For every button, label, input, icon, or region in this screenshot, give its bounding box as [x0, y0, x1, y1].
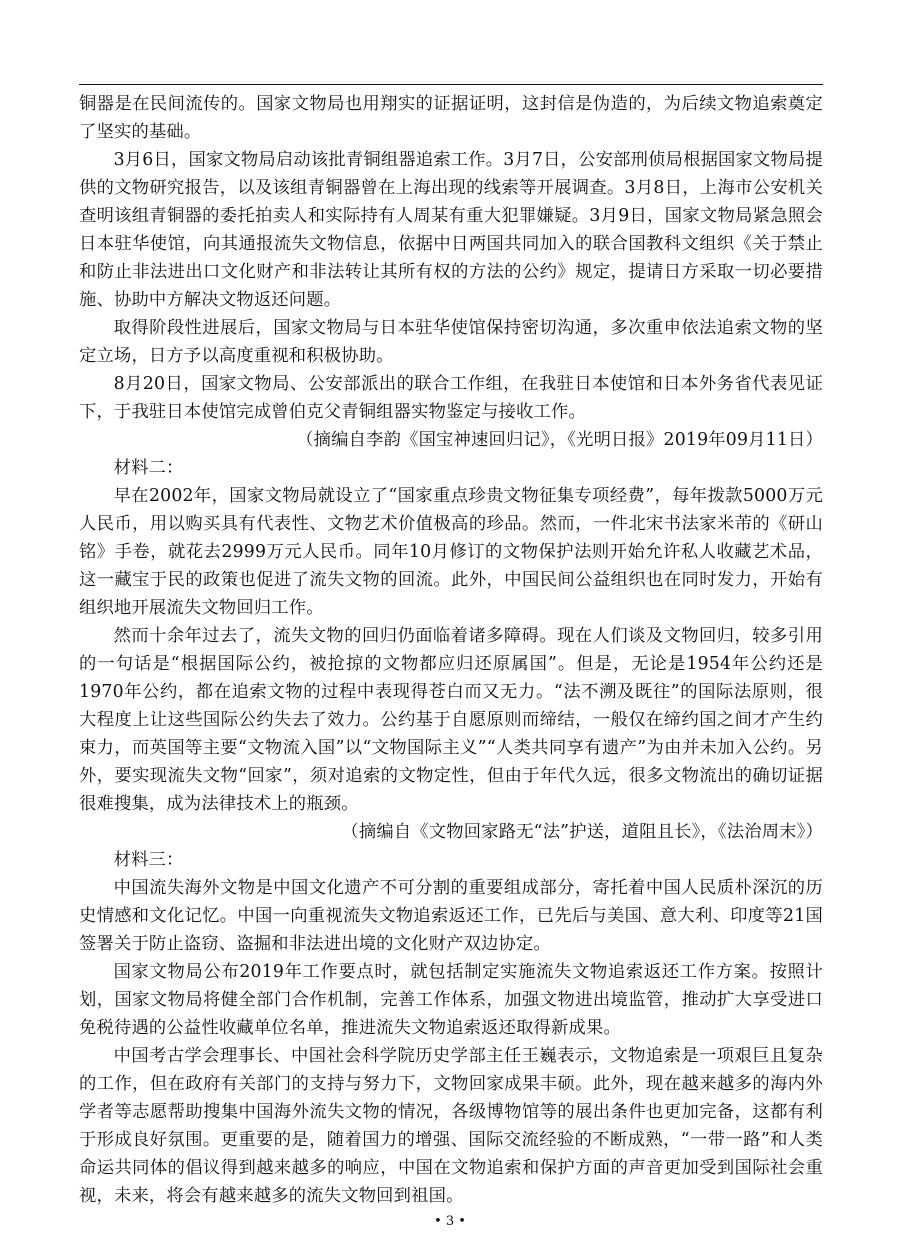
paragraph: 国家文物局公布2019年工作要点时，就包括制定实施流失文物追索返还工作方案。按照计划，国家文物局将健全部门合作机制，完善工作体系，加强文物进出境监管，推动扩大享受进口免税待遇的公益性收藏单位名单，推进流失文物追索返还取得新成果。: [79, 962, 823, 1038]
section-heading: 材料二：: [113, 458, 184, 478]
top-rule: [79, 84, 823, 85]
source-citation: （摘编自《文物回家路无“法”护送，道阻且长》，《法治周末》）: [341, 822, 823, 842]
paragraph: 早在2002年，国家文物局就设立了“国家重点珍贵文物征集专项经费”，每年拨款5000万元人民币，用以购买具有代表性、文物艺术价值极高的珍品。然而，一件北宋书法家米芾的《研山铭》手卷，就花去2999万元人民币。同年10月修订的文物保护法则开始允许私人收藏艺术品，这一藏宝于民的政策也促进了流失文物的回流。此外，中国民间公益组织也在同时发力，开始有组织地开展流失文物回归工作。: [79, 486, 823, 618]
paragraph: 然而十余年过去了，流失文物的回归仍面临着诸多障碍。现在人们谈及文物回归，较多引用的一句话是“根据国际公约，被抢掠的文物都应归还原属国”。但是，无论是1954年公约还是1970年公约，都在追索文物的过程中表现得苍白而又无力。“法不溯及既往”的国际法原则，很大程度上让这些国际公约失去了效力。公约基于自愿原则而缔结，一般仅在缔约国之间才产生约束力，而英国等主要“文物流入国”以“文物国际主义”“人类共同享有遗产”为由并未加入公约。另外，要实现流失文物“回家”，须对追索的文物定性，但由于年代久远，很多文物流出的确切证据很难搜集，成为法律技术上的瓶颈。: [79, 626, 823, 814]
paragraph: 3月6日，国家文物局启动该批青铜组器追索工作。3月7日，公安部刑侦局根据国家文物局提供的文物研究报告，以及该组青铜器曾在上海出现的线索等开展调查。3月8日，上海市公安机关查明该组青铜器的委托拍卖人和实际持有人周某有重大犯罪嫌疑。3月9日，国家文物局紧急照会日本驻华使馆，向其通报流失文物信息，依据中日两国共同加入的联合国教科文组织《关于禁止和防止非法进出口文化财产和非法转让其所有权的方法的公约》规定，提请日方采取一切必要措施、协助中方解决文物返还问题。: [79, 150, 823, 310]
document-body: [79, 90, 823, 1210]
paragraph: 中国流失海外文物是中国文化遗产不可分割的重要组成部分，寄托着中国人民质朴深沉的历史情感和文化记忆。中国一向重视流失文物追索返还工作，已先后与美国、意大利、印度等21国签署关于防止盗窃、盗掘和非法进出境的文化财产双边协定。: [79, 878, 823, 954]
paragraph: 铜器是在民间流传的。国家文物局也用翔实的证据证明，这封信是伪造的，为后续文物追索奠定了坚实的基础。: [79, 94, 823, 142]
section-heading: 材料三：: [113, 850, 184, 870]
page-number: • 3 •: [434, 1214, 466, 1229]
paragraph: 中国考古学会理事长、中国社会科学院历史学部主任王巍表示，文物追索是一项艰巨且复杂的工作，但在政府有关部门的支持与努力下，文物回家成果丰硕。此外，现在越来越多的海内外学者等志愿帮助搜集中国海外流失文物的情况，各级博物馆等的展出条件也更加完备，这都有利于形成良好氛围。更重要的是，随着国力的增强、国际交流经验的不断成熟，“一带一路”和人类命运共同体的倡议得到越来越多的响应，中国在文物追索和保护方面的声音更加受到国际社会重视，未来，将会有越来越多的流失文物回到祖国。: [79, 1046, 823, 1206]
paragraph: 取得阶段性进展后，国家文物局与日本驻华使馆保持密切沟通，多次重申依法追索文物的坚定立场，日方予以高度重视和积极协助。: [79, 318, 823, 366]
paragraph: 8月20日，国家文物局、公安部派出的联合工作组，在我驻日本使馆和日本外务省代表见证下，于我驻日本使馆完成曾伯克父青铜组器实物鉴定与接收工作。: [79, 374, 823, 422]
source-citation: （摘编自李韵《国宝神速回归记》，《光明日报》2019年09月11日）: [296, 430, 823, 450]
